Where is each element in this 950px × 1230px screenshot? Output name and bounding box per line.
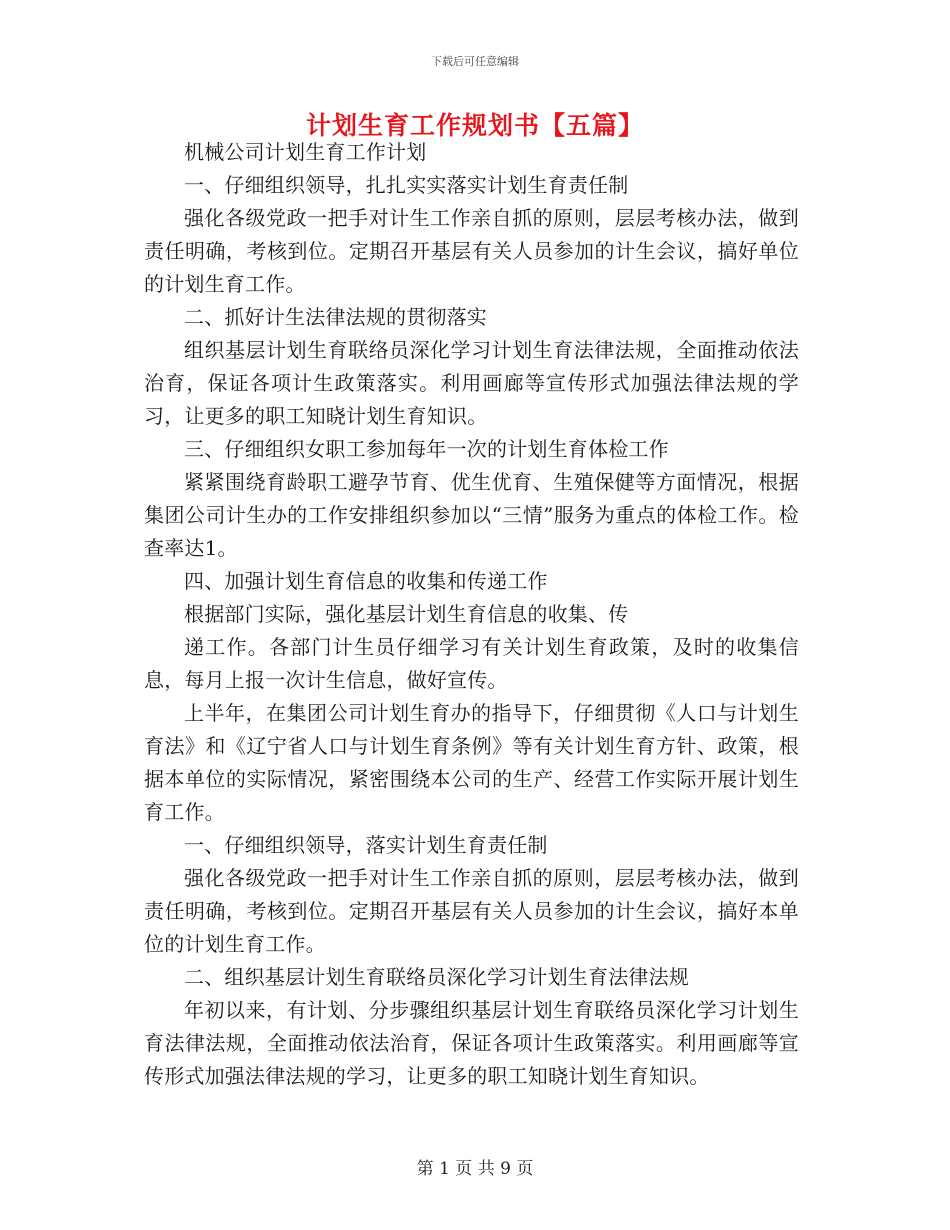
document-body (144, 136, 799, 1093)
paragraph: 强化各级党政一把手对计生工作亲自抓的原则，层层考核办法，做到责任明确，考核到位。定期召开基层有关人员参加的计生会议，搞好本单位的计划生育工作。 (144, 866, 799, 956)
paragraph: 上半年，在集团公司计划生育办的指导下，仔细贯彻《人口与计划生育法》和《辽宁省人口与计划生育条例》等有关计划生育方针、政策，根据本单位的实际情况，紧密围绕本公司的生产、经营工作实际开展计划生育工作。 (144, 701, 799, 824)
paragraph: 紧紧围绕育龄职工避孕节育、优生优育、生殖保健等方面情况，根据集团公司计生办的工作安排组织参加以“三情”服务为重点的体检工作。检查率达1。 (144, 470, 799, 560)
paragraph: 递工作。各部门计生员仔细学习有关计划生育政策，及时的收集信息，每月上报一次计生信息，做好宣传。 (144, 635, 799, 692)
paragraph: 二、抓好计生法律法规的贯彻落实 (184, 305, 487, 329)
paragraph: 四、加强计划生育信息的收集和传递工作 (184, 569, 548, 593)
paragraph: 一、仔细组织领导，落实计划生育责任制 (184, 833, 548, 857)
paragraph: 一、仔细组织领导，扎扎实实落实计划生育责任制 (184, 173, 629, 197)
document-title: 计划生育工作规划书【五篇】 (305, 111, 644, 140)
paragraph: 组织基层计划生育联络员深化学习计划生育法律法规，全面推动依法治育，保证各项计生政策落实。利用画廊等宣传形式加强法律法规的学习，让更多的职工知晓计划生育知识。 (144, 338, 799, 428)
header-note: 下载后可任意编辑 (431, 55, 519, 68)
paragraph: 三、仔细组织女职工参加每年一次的计划生育体检工作 (184, 437, 669, 461)
paragraph: 年初以来，有计划、分步骤组织基层计划生育联络员深化学习计划生育法律法规，全面推动依法治育，保证各项计生政策落实。利用画廊等宣传形式加强法律法规的学习，让更多的职工知晓计划生育知识。 (144, 998, 799, 1088)
paragraph: 强化各级党政一把手对计生工作亲自抓的原则，层层考核办法，做到责任明确，考核到位。定期召开基层有关人员参加的计生会议，搞好单位的计划生育工作。 (144, 206, 799, 296)
paragraph: 二、组织基层计划生育联络员深化学习计划生育法律法规 (184, 965, 689, 989)
page-number: 第 1 页 共 9 页 (416, 1159, 534, 1179)
paragraph: 根据部门实际，强化基层计划生育信息的收集、传 (184, 602, 629, 626)
paragraph: 机械公司计划生育工作计划 (184, 140, 427, 164)
